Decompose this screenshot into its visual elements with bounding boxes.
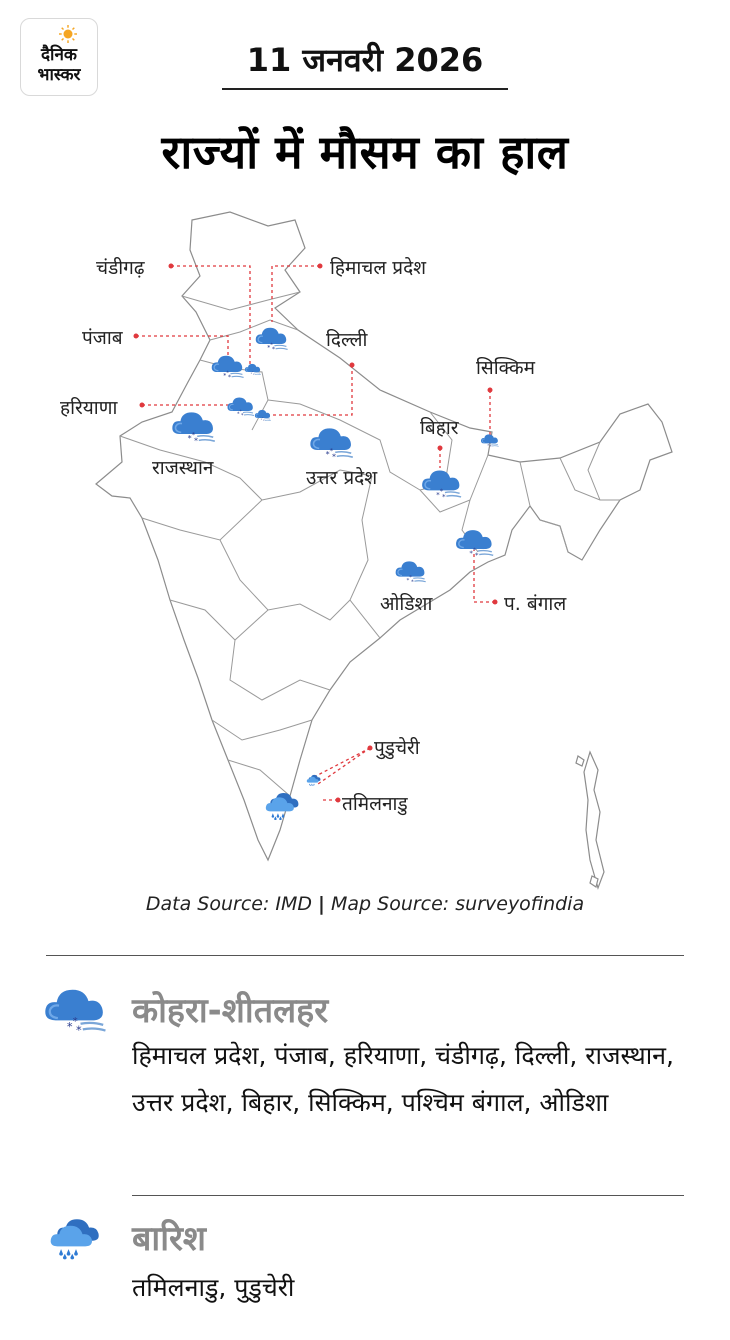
source-line	[0, 893, 730, 915]
legend-divider-middle	[132, 1195, 684, 1196]
date-underline	[222, 88, 508, 90]
sun-icon	[59, 25, 77, 43]
svg-text:*: *	[72, 1016, 78, 1028]
india-outline-svg	[0, 200, 730, 890]
fog-cold-wave-icon	[42, 982, 110, 1036]
rain-icon	[48, 1214, 104, 1260]
legend-divider-top	[46, 955, 684, 956]
label-himachal-pradesh: हिमाचल प्रदेश	[330, 257, 427, 279]
svg-text:*: *	[76, 1022, 82, 1036]
label-punjab: पंजाब	[82, 327, 123, 349]
page-title: राज्यों में मौसम का हाल	[161, 125, 569, 179]
label-rajasthan: राजस्थान	[152, 457, 214, 479]
dainik-bhaskar-logo	[20, 18, 98, 96]
logo-text-line2: भास्कर	[37, 65, 81, 85]
svg-text:*: *	[66, 1019, 73, 1034]
map-source: Map Source: surveyofindia	[331, 893, 585, 915]
label-bihar: बिहार	[420, 417, 459, 439]
rain-icon-puducherry	[307, 775, 321, 786]
label-delhi: दिल्ली	[326, 329, 368, 351]
label-odisha: ओडिशा	[380, 593, 433, 615]
label-chandigarh: चंडीगढ़	[96, 257, 145, 279]
india-map	[0, 200, 730, 890]
legend-states-fog: हिमाचल प्रदेश, पंजाब, हरियाणा, चंडीगढ़, दिल्ली, राजस्थान, उत्तर प्रदेश, बिहार, सिक्किम, पश्चिम बंगाल, ओडिशा	[132, 1041, 674, 1117]
map-outline	[96, 212, 672, 888]
date-heading: 11 जनवरी 2026	[246, 41, 484, 79]
data-source: Data Source: IMD	[145, 893, 313, 915]
label-tamilnadu: तमिलनाडु	[342, 793, 408, 815]
label-uttar-pradesh: उत्तर प्रदेश	[306, 467, 378, 489]
legend-title-fog: कोहरा-शीतलहर	[132, 991, 329, 1031]
legend-title-rain: बारिश	[132, 1219, 207, 1259]
legend-states-rain: तमिलनाडु, पुडुचेरी	[132, 1273, 295, 1302]
label-west-bengal: प. बंगाल	[504, 593, 567, 615]
label-sikkim: सिक्किम	[476, 357, 535, 379]
label-haryana: हरियाणा	[60, 397, 118, 419]
logo-text-line1: दैनिक	[41, 45, 77, 65]
label-puducherry: पुडुचेरी	[374, 737, 420, 759]
source-separator: |	[318, 893, 325, 915]
